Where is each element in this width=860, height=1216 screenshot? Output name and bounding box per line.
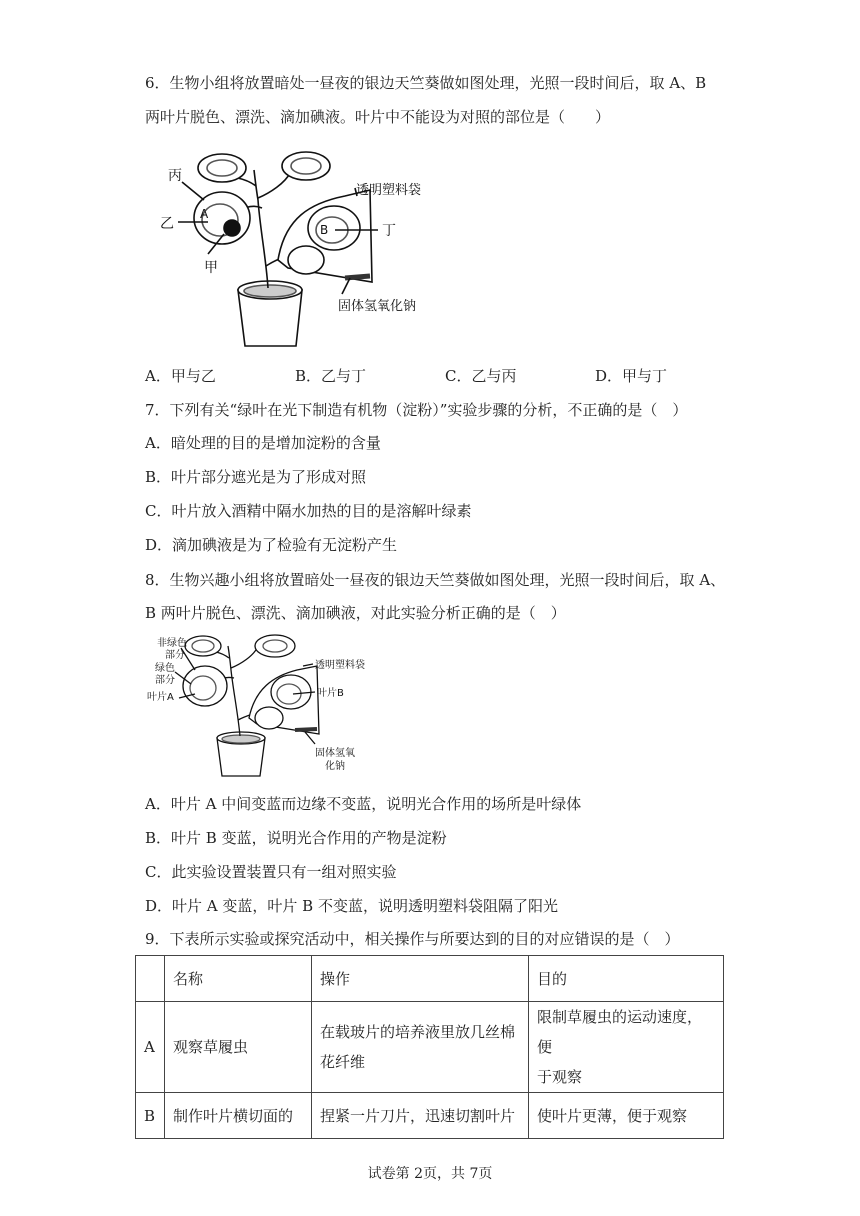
q8-stem-line1: 8．生物兴趣小组将放置暗处一昼夜的银边天竺葵做如图处理，光照一段时间后，取 A、 <box>145 571 726 589</box>
q7-option-b[interactable]: B．叶片部分遮光是为了形成对照 <box>145 468 367 486</box>
q8-label-green-1: 绿色 <box>155 663 175 674</box>
q6-figure <box>160 148 450 350</box>
q6-stem-line2: 两叶片脱色、漂洗、滴加碘液。叶片中不能设为对照的部位是（ ） <box>145 108 611 126</box>
table-cell-operation-line2: 花纤维 <box>320 1053 366 1071</box>
q7-option-d[interactable]: D．滴加碘液是为了检验有无淀粉产生 <box>145 536 398 554</box>
q6-stem-line1: 6．生物小组将放置暗处一昼夜的银边天竺葵做如图处理，光照一段时间后，取 A、B <box>145 74 707 92</box>
table-cell-goal <box>529 1002 724 1093</box>
q8-label-leaf-b: 叶片B <box>317 688 344 699</box>
q6-label-b: B <box>320 223 329 237</box>
q8-option-d[interactable]: D．叶片 A 变蓝，叶片 B 不变蓝，说明透明塑料袋阻隔了阳光 <box>145 897 558 915</box>
table-row <box>136 1093 724 1139</box>
q6-option-c[interactable]: C．乙与丙 <box>445 367 517 385</box>
table-cell-operation-line1: 在载玻片的培养液里放几丝棉 <box>320 1023 516 1041</box>
table-cell-operation <box>312 1002 529 1093</box>
q8-option-c[interactable]: C．此实验设置装置只有一组对照实验 <box>145 863 397 881</box>
table-header-name: 名称 <box>165 956 312 1002</box>
table-header-operation: 操作 <box>312 956 529 1002</box>
q6-label-jia: 甲 <box>204 260 218 276</box>
q8-figure <box>145 634 375 779</box>
table-row-label: A <box>136 1002 165 1093</box>
q9-table <box>135 955 724 1139</box>
q8-option-b[interactable]: B．叶片 B 变蓝，说明光合作用的产物是淀粉 <box>145 829 447 847</box>
q8-label-green-2: 部分 <box>155 675 175 686</box>
q8-label-nongreen-1: 非绿色 <box>157 638 187 649</box>
q6-option-a[interactable]: A．甲与乙 <box>145 367 216 385</box>
page-footer: 试卷第 2页，共 7页 <box>367 1166 493 1182</box>
table-cell-goal-line1: 限制草履虫的运动速度，便 <box>537 1008 703 1056</box>
table-cell-name: 观察草履虫 <box>165 1002 312 1093</box>
q6-plant-illustration <box>178 152 378 346</box>
q8-stem-line2: B 两叶片脱色、漂洗、滴加碘液，对此实验分析正确的是（ ） <box>145 604 566 622</box>
table-cell-goal: 使叶片更薄，便于观察 <box>529 1093 724 1139</box>
q8-label-leaf-a: 叶片A <box>147 692 174 703</box>
table-row-label: B <box>136 1093 165 1139</box>
table-cell-name: 制作叶片横切面的 <box>165 1093 312 1139</box>
q8-option-a[interactable]: A．叶片 A 中间变蓝而边缘不变蓝，说明光合作用的场所是叶绿体 <box>145 795 582 813</box>
table-row <box>136 1002 724 1093</box>
q6-option-b[interactable]: B．乙与丁 <box>295 367 367 385</box>
q6-label-ding: 丁 <box>382 223 396 239</box>
table-cell-goal-line2: 于观察 <box>537 1068 583 1086</box>
q7-option-c[interactable]: C．叶片放入酒精中隔水加热的目的是溶解叶绿素 <box>145 502 472 520</box>
q9-stem: 9．下表所示实验或探究活动中，相关操作与所要达到的目的对应错误的是（ ） <box>145 930 680 948</box>
table-header-cell <box>136 956 165 1002</box>
q8-plant-illustration <box>175 635 319 776</box>
q6-label-naoh: 固体氢氧化钠 <box>338 299 417 314</box>
q8-label-bag: 透明塑料袋 <box>315 660 365 671</box>
q6-label-a: A <box>200 207 209 221</box>
q8-label-naoh-2: 化钠 <box>325 761 345 772</box>
q6-label-bing: 丙 <box>168 168 182 184</box>
table-header-row <box>136 956 724 1002</box>
q6-option-d[interactable]: D．甲与丁 <box>595 367 668 385</box>
q6-label-yi: 乙 <box>160 216 174 232</box>
q7-stem: 7．下列有关“绿叶在光下制造有机物（淀粉）”实验步骤的分析，不正确的是（ ） <box>145 401 688 419</box>
q8-label-nongreen-2: 部分 <box>165 650 185 661</box>
q7-option-a[interactable]: A．暗处理的目的是增加淀粉的含量 <box>145 434 381 452</box>
q6-label-bag: 透明塑料袋 <box>356 183 422 198</box>
table-cell-operation: 捏紧一片刀片，迅速切割叶片 <box>312 1093 529 1139</box>
table-header-goal: 目的 <box>529 956 724 1002</box>
q8-label-naoh-1: 固体氢氧 <box>315 748 355 759</box>
